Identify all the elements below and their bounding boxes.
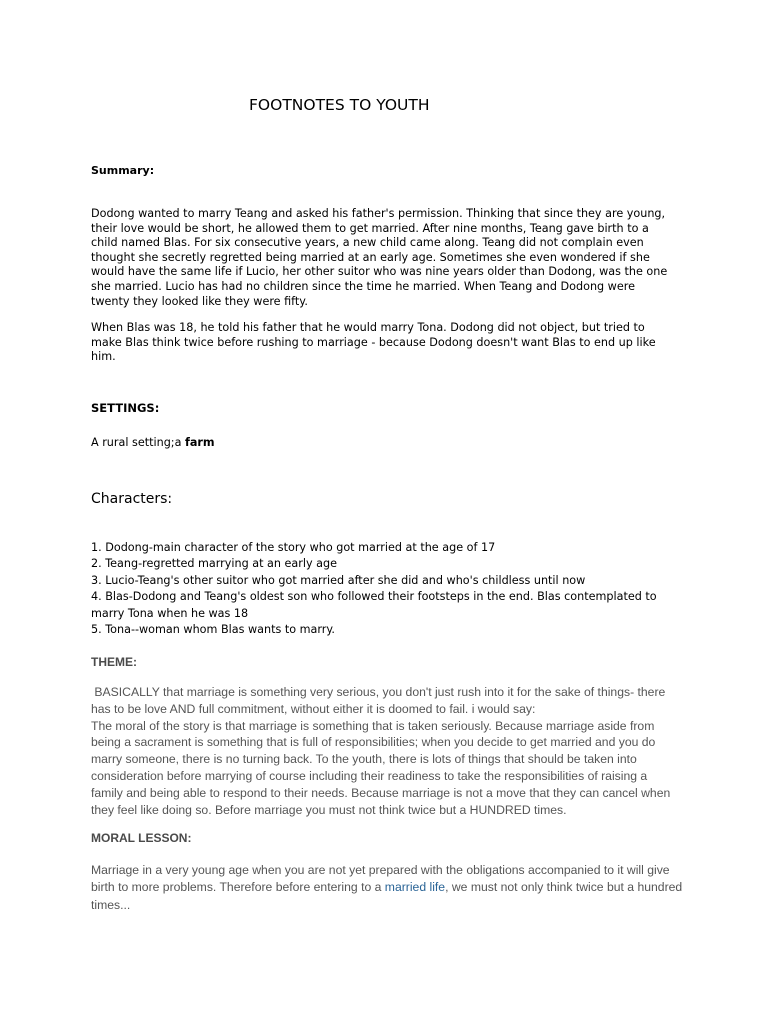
theme-text [91,684,681,818]
character-item-1: 1. Dodong-main character of the story who got married at the age of 17 [91,541,496,554]
settings-heading: SETTINGS: [91,401,160,415]
summary-paragraph-2: When Blas was 18, he told his father that he would marry Tona. Dodong did not object, but tried to make Blas think twice before rushing to marriage - because Dodong doesn't want Blas to end up like him. [91,321,656,364]
character-item-5: 5. Tona--woman whom Blas wants to marry. [91,623,335,637]
character-item-4: 4. Blas-Dodong and Teang's oldest son who followed their footsteps in the end. Blas contemplated to marry Tona when he was 18 [91,590,657,620]
theme-line-2: The moral of the story is that marriage is something that is taken seriously. Because marriage aside from being a sacrament is something that is full of responsibilities; when you decide to get married and you do marry someone, there is no turning back. To the youth, there is lots of things that should be taken into consideration before marrying of course including their readiness to take the responsibilities of raising a family and being able to respond to their needs. Because marriage is not a move that they can cancel when they feel like doing so. Before marriage you must not think twice but a HUNDRED times. [91,718,671,817]
married-life-link[interactable]: married life [384,880,446,895]
moral-text-after: , we must not only think twice but a hundred times... [91,880,683,912]
moral-lesson-text [91,862,686,914]
moral-text-before: Marriage in a very young age when you are not yet prepared with the obligations accompanied to it will give birth to more problems. Therefore before entering to a [91,863,670,895]
summary-paragraph-1: Dodong wanted to marry Teang and asked his father's permission. Thinking that since they are young, their love would be short, he allowed them to get married. After nine months, Teang gave birth to a child named Blas. For six consecutive years, a new child came along. Teang did not complain even thought she secretly regretted being married at an early age. Sometimes she even wondered if she would have the same life if Lucio, her other suitor who was nine years older than Dodong, was the one she married. Lucio has had no children since the time he married. When Teang and Dodong were twenty they looked like they were fifty. [91,207,668,308]
characters-list [91,540,671,638]
settings-text [91,436,215,449]
character-item-2: 2. Teang-regretted marrying at an early age [91,557,338,571]
theme-line-1: BASICALLY that marriage is something very serious, you don't just rush into it for the sake of things- there has to be love AND full commitment, without either it is doomed to fail. i would say: [91,685,669,716]
settings-text-bold: farm [185,436,215,449]
summary-heading: Summary: [91,164,155,177]
document-title: FOOTNOTES TO YOUTH [249,96,430,114]
characters-heading: Characters: [91,491,173,507]
character-item-3: 3. Lucio-Teang's other suitor who got married after she did and who's childless until now [91,573,586,587]
settings-text-prefix: A rural setting;a [91,436,185,449]
moral-lesson-heading: MORAL LESSON: [91,831,192,845]
theme-heading: THEME: [91,655,137,669]
